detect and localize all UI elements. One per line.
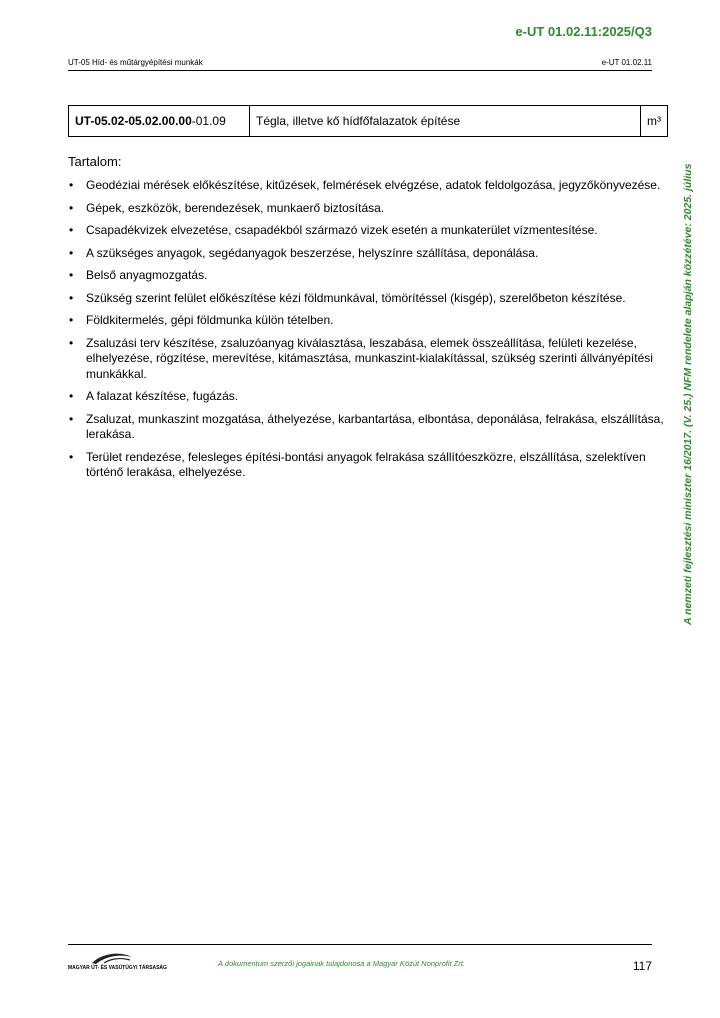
list-item: • A szükséges anyagok, segédanyagok beszerzése, helyszínre szállítása, deponálása. bbox=[68, 246, 668, 262]
list-item: • Szükség szerint felület előkészítése kézi földmunkával, tömörítéssel (kisgép), szerelőbeton készítése. bbox=[68, 291, 668, 307]
list-item: • A falazat készítése, fugázás. bbox=[68, 389, 668, 405]
logo-text: MAGYAR ÚT- ÉS VASÚTÜGYI TÁRSASÁG bbox=[68, 965, 167, 971]
page-footer bbox=[68, 944, 652, 985]
item-code-main: UT-05.02-05.02.00.00 bbox=[75, 114, 192, 128]
document-code: e-UT 01.02.11:2025/Q3 bbox=[515, 24, 652, 39]
list-item: • Geodéziai mérések előkészítése, kitűzések, felmérések elvégzése, adatok feldolgozása, jegyzőkönyvezése. bbox=[68, 178, 668, 194]
item-table bbox=[68, 105, 668, 137]
list-item: • Csapadékvizek elvezetése, csapadékból származó vizek esetén a munkaterület vízmentesítése. bbox=[68, 223, 668, 239]
copyright-note: A dokumentum szerzői jogainak tulajdonosa a Magyar Közút Nonprofit Zrt. bbox=[218, 959, 465, 968]
item-description: Tégla, illetve kő hídfőfalazatok építése bbox=[250, 106, 641, 137]
item-row bbox=[69, 106, 668, 137]
header-left-title: UT-05 Híd- és műtárgyépítési munkák bbox=[68, 58, 203, 67]
content-list bbox=[68, 178, 668, 488]
list-item: • Terület rendezése, felesleges építési-bontási anyagok felrakása szállítóeszközre, elszállítása, szelektíven történő lerakása, elhelyezése. bbox=[68, 450, 668, 481]
side-text: A nemzeti fejlesztési miniszter 16/2017. (V. 25.) NFM rendelete alapján közzétéve: 2025. július bbox=[682, 163, 694, 625]
road-swoosh-icon bbox=[90, 951, 134, 965]
list-item: • Belső anyagmozgatás. bbox=[68, 268, 668, 284]
item-unit: m³ bbox=[641, 106, 668, 137]
list-item: • Zsaluzat, munkaszint mozgatása, áthelyezése, karbantartása, elbontása, deponálása, felrakása, elszállítása, lerakása. bbox=[68, 412, 668, 443]
page-number: 117 bbox=[632, 959, 652, 973]
header-right-code: e-UT 01.02.11 bbox=[601, 58, 652, 67]
list-item: • Zsaluzási terv készítése, zsaluzóanyag kiválasztása, leszabása, elemek összeállítása, felületi kezelése, elhelyezése, rögzítése, merevítése, kitámasztása, munkaszint-kialakítással, szükség szerinti állványépítési munkákkal. bbox=[68, 336, 668, 383]
list-item: • Gépek, eszközök, berendezések, munkaerő biztosítása. bbox=[68, 201, 668, 217]
item-code-suffix: -01.09 bbox=[191, 114, 226, 128]
society-logo bbox=[68, 951, 167, 975]
content-title: Tartalom: bbox=[68, 154, 122, 169]
list-item: • Földkitermelés, gépi földmunka külön tételben. bbox=[68, 313, 668, 329]
page-header bbox=[68, 58, 652, 71]
item-code-cell bbox=[69, 106, 250, 137]
